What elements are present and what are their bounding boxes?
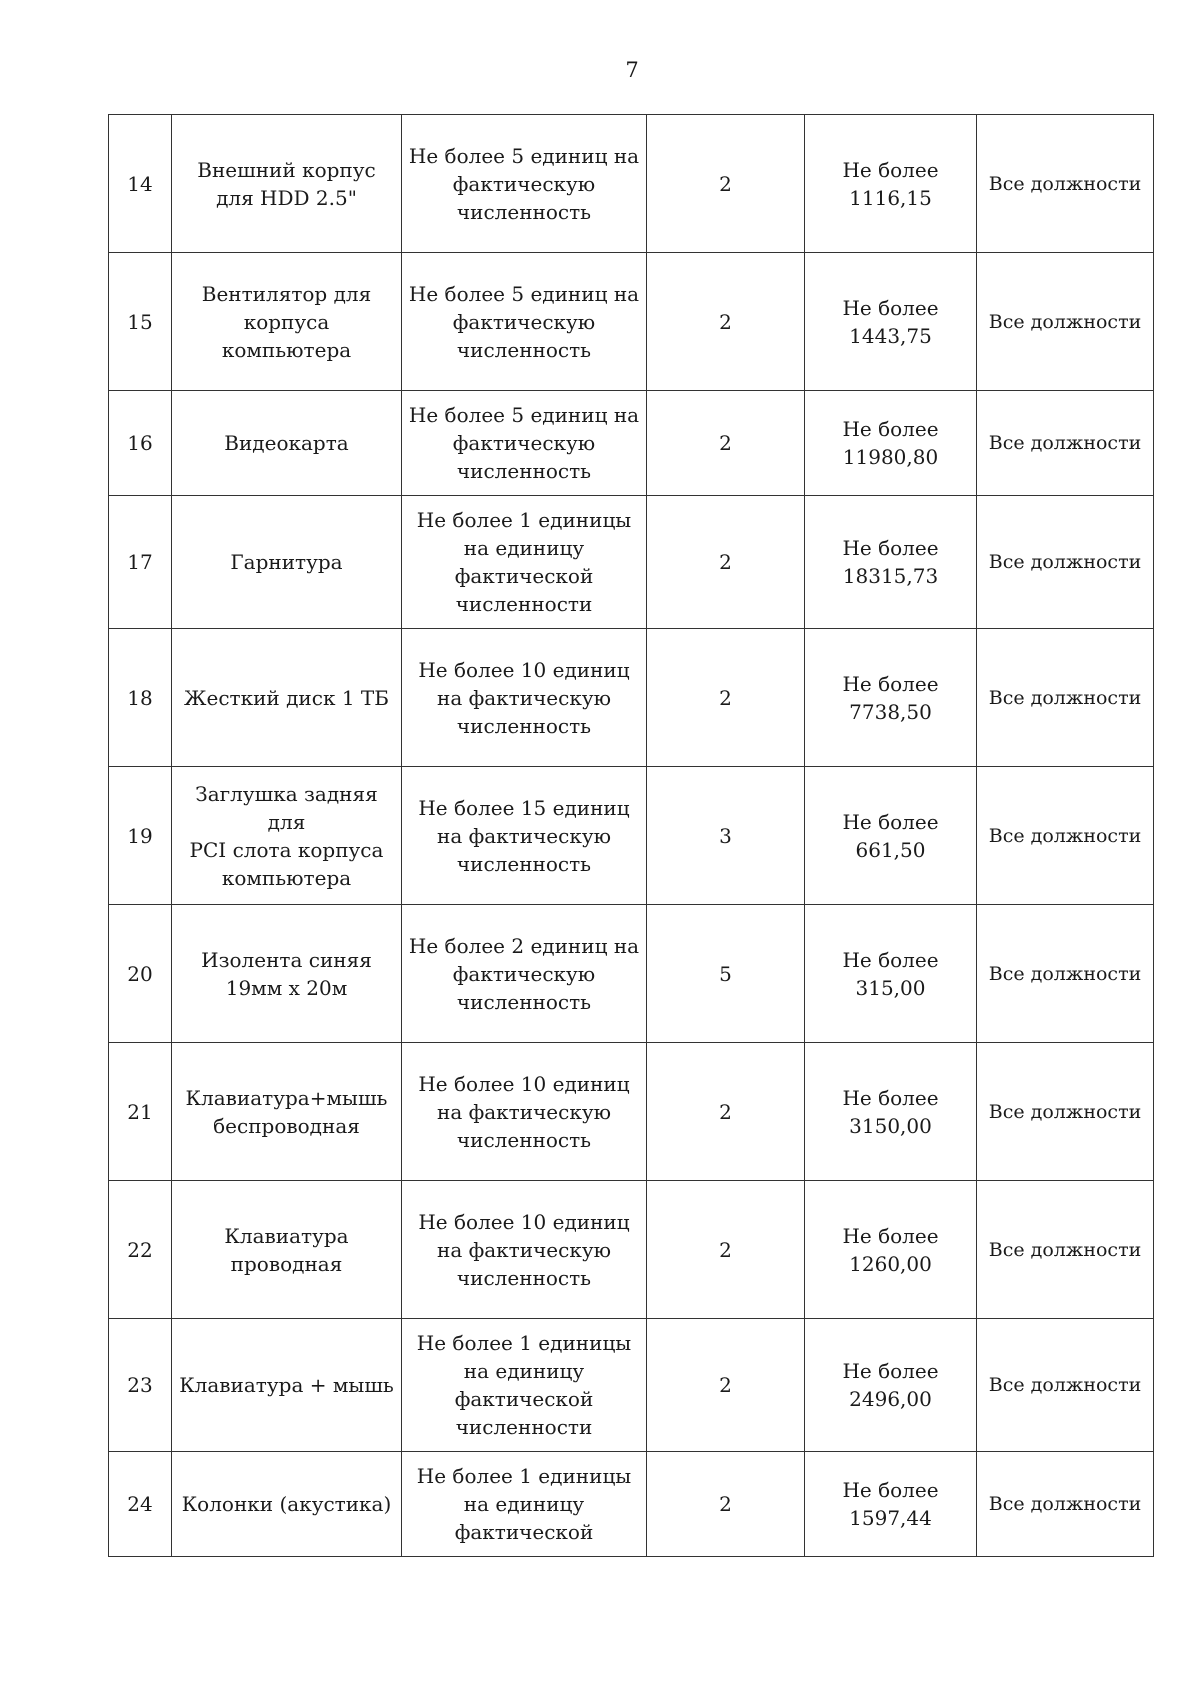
norm-line: фактической: [454, 1387, 594, 1411]
cell-quantity: 2: [647, 1319, 805, 1452]
cell-number: 14: [109, 115, 172, 253]
cell-name: [172, 767, 402, 905]
cell-positions: Все должности: [977, 253, 1154, 391]
norm-line: Не более 5 единиц на: [408, 143, 640, 168]
cell-name: [172, 1319, 402, 1452]
cell-price: [805, 629, 977, 767]
name-line: Вентилятор для: [201, 281, 372, 306]
price-line: 3150,00: [849, 1113, 932, 1138]
name-line: Жесткий диск 1 ТБ: [184, 685, 389, 710]
cell-name: [172, 629, 402, 767]
cell-norm: [402, 1452, 647, 1557]
cell-number: 22: [109, 1181, 172, 1319]
norm-line: Не более 10 единиц: [418, 1071, 630, 1096]
norm-line: на фактическую: [436, 685, 612, 710]
name-line: Видеокарта: [224, 431, 349, 455]
norm-line: фактическую: [452, 431, 596, 455]
norm-line: численность: [456, 851, 592, 876]
price-line: 2496,00: [849, 1387, 932, 1411]
norm-line: численности: [455, 592, 593, 616]
cell-name: [172, 115, 402, 253]
cell-positions: Все должности: [977, 905, 1154, 1043]
cell-quantity: 2: [647, 629, 805, 767]
cell-norm: [402, 496, 647, 629]
norm-line: фактическую: [452, 309, 596, 334]
table-row: [109, 1452, 1154, 1557]
table-row: [109, 767, 1154, 905]
cell-price: [805, 1043, 977, 1181]
price-line: 315,00: [855, 975, 926, 1000]
cell-quantity: 2: [647, 1043, 805, 1181]
cell-positions: Все должности: [977, 496, 1154, 629]
name-line: Колонки (акустика): [181, 1492, 392, 1516]
norm-line: Не более 2 единиц на: [408, 933, 640, 958]
table-row: [109, 1319, 1154, 1452]
cell-norm: [402, 253, 647, 391]
norm-line: Не более 5 единиц на: [408, 403, 640, 427]
norm-line: на фактическую: [436, 1099, 612, 1124]
name-line: беспроводная: [213, 1113, 360, 1138]
name-line: 19мм х 20м: [225, 975, 348, 1000]
table-row: [109, 496, 1154, 629]
norm-line: численность: [456, 989, 592, 1014]
norm-line: фактическую: [452, 961, 596, 986]
norm-line: численность: [456, 713, 592, 738]
cell-price: [805, 391, 977, 496]
cell-name: [172, 253, 402, 391]
goods-table: [108, 114, 1154, 1557]
price-line: Не более: [842, 417, 939, 441]
cell-name: [172, 1452, 402, 1557]
price-line: 661,50: [855, 837, 926, 862]
cell-quantity: 3: [647, 767, 805, 905]
norm-line: Не более 15 единиц: [418, 795, 630, 820]
cell-name: [172, 496, 402, 629]
name-line: Клавиатура: [224, 1223, 349, 1248]
name-line: Клавиатура + мышь: [179, 1373, 394, 1397]
page-number: 7: [625, 58, 639, 82]
cell-positions: Все должности: [977, 1181, 1154, 1319]
norm-line: численность: [456, 459, 592, 483]
price-line: Не более: [842, 1478, 939, 1502]
cell-price: [805, 115, 977, 253]
norm-line: на фактическую: [436, 1237, 612, 1262]
table-row: [109, 391, 1154, 496]
cell-norm: [402, 1043, 647, 1181]
price-line: 18315,73: [842, 564, 939, 588]
norm-line: численность: [456, 199, 592, 224]
cell-quantity: 2: [647, 1452, 805, 1557]
cell-quantity: 2: [647, 496, 805, 629]
cell-number: 23: [109, 1319, 172, 1452]
name-line: корпуса компьютера: [221, 309, 352, 362]
cell-number: 20: [109, 905, 172, 1043]
price-line: 1260,00: [849, 1251, 932, 1276]
cell-price: [805, 1181, 977, 1319]
name-line: Клавиатура+мышь: [185, 1085, 388, 1110]
cell-number: 19: [109, 767, 172, 905]
price-line: Не более: [842, 1359, 939, 1383]
cell-positions: Все должности: [977, 1043, 1154, 1181]
cell-quantity: 2: [647, 115, 805, 253]
norm-line: Не более 1 единицы: [416, 1464, 632, 1488]
name-line: PCI слота корпуса: [189, 837, 384, 862]
cell-positions: Все должности: [977, 767, 1154, 905]
cell-number: 16: [109, 391, 172, 496]
name-line: Заглушка задняя для: [195, 781, 378, 834]
cell-positions: Все должности: [977, 1319, 1154, 1452]
norm-line: численность: [456, 1265, 592, 1290]
price-line: Не более: [842, 671, 939, 696]
norm-line: фактической: [454, 564, 594, 588]
cell-number: 24: [109, 1452, 172, 1557]
norm-line: фактическую: [452, 171, 596, 196]
cell-price: [805, 905, 977, 1043]
norm-line: Не более 10 единиц: [418, 657, 630, 682]
norm-line: на фактическую: [436, 823, 612, 848]
norm-line: Не более 5 единиц на: [408, 281, 640, 306]
norm-line: на единицу: [463, 1359, 585, 1383]
table-row: [109, 1043, 1154, 1181]
cell-quantity: 2: [647, 1181, 805, 1319]
table-row: [109, 629, 1154, 767]
cell-number: 21: [109, 1043, 172, 1181]
price-line: 1116,15: [849, 185, 932, 210]
price-line: Не более: [842, 809, 939, 834]
cell-norm: [402, 767, 647, 905]
table-row: [109, 115, 1154, 253]
cell-norm: [402, 629, 647, 767]
price-line: 1443,75: [849, 323, 932, 348]
norm-line: Не более 1 единицы: [416, 508, 632, 532]
cell-name: [172, 1043, 402, 1181]
name-line: компьютера: [221, 865, 352, 890]
price-line: Не более: [842, 536, 939, 560]
table-body: [109, 115, 1154, 1557]
price-line: 1597,44: [849, 1506, 932, 1530]
name-line: Внешний корпус: [197, 157, 376, 182]
price-line: Не более: [842, 1223, 939, 1248]
norm-line: на единицу: [463, 1492, 585, 1516]
name-line: проводная: [230, 1251, 343, 1276]
cell-price: [805, 1319, 977, 1452]
cell-name: [172, 1181, 402, 1319]
cell-number: 15: [109, 253, 172, 391]
cell-norm: [402, 905, 647, 1043]
price-line: Не более: [842, 947, 939, 972]
cell-quantity: 5: [647, 905, 805, 1043]
cell-quantity: 2: [647, 253, 805, 391]
norm-line: численности: [455, 1415, 593, 1439]
cell-name: [172, 905, 402, 1043]
norm-line: Не более 1 единицы: [416, 1331, 632, 1355]
price-line: Не более: [842, 157, 939, 182]
cell-positions: Все должности: [977, 115, 1154, 253]
cell-name: [172, 391, 402, 496]
table-row: [109, 905, 1154, 1043]
norm-line: на единицу: [463, 536, 585, 560]
cell-norm: [402, 115, 647, 253]
price-line: Не более: [842, 295, 939, 320]
price-line: 7738,50: [849, 699, 932, 724]
cell-price: [805, 496, 977, 629]
cell-norm: [402, 1181, 647, 1319]
price-line: 11980,80: [842, 445, 939, 469]
cell-price: [805, 253, 977, 391]
cell-norm: [402, 1319, 647, 1452]
name-line: для HDD 2.5": [216, 185, 357, 210]
name-line: Гарнитура: [230, 550, 343, 574]
name-line: Изолента синяя: [201, 947, 372, 972]
cell-norm: [402, 391, 647, 496]
cell-positions: Все должности: [977, 629, 1154, 767]
norm-line: фактической: [454, 1520, 594, 1544]
cell-price: [805, 1452, 977, 1557]
cell-positions: Все должности: [977, 1452, 1154, 1557]
norm-line: численность: [456, 1127, 592, 1152]
table-row: [109, 1181, 1154, 1319]
cell-positions: Все должности: [977, 391, 1154, 496]
norm-line: Не более 10 единиц: [418, 1209, 630, 1234]
table-row: [109, 253, 1154, 391]
cell-price: [805, 767, 977, 905]
cell-quantity: 2: [647, 391, 805, 496]
price-line: Не более: [842, 1085, 939, 1110]
norm-line: численность: [456, 337, 592, 362]
cell-number: 17: [109, 496, 172, 629]
cell-number: 18: [109, 629, 172, 767]
